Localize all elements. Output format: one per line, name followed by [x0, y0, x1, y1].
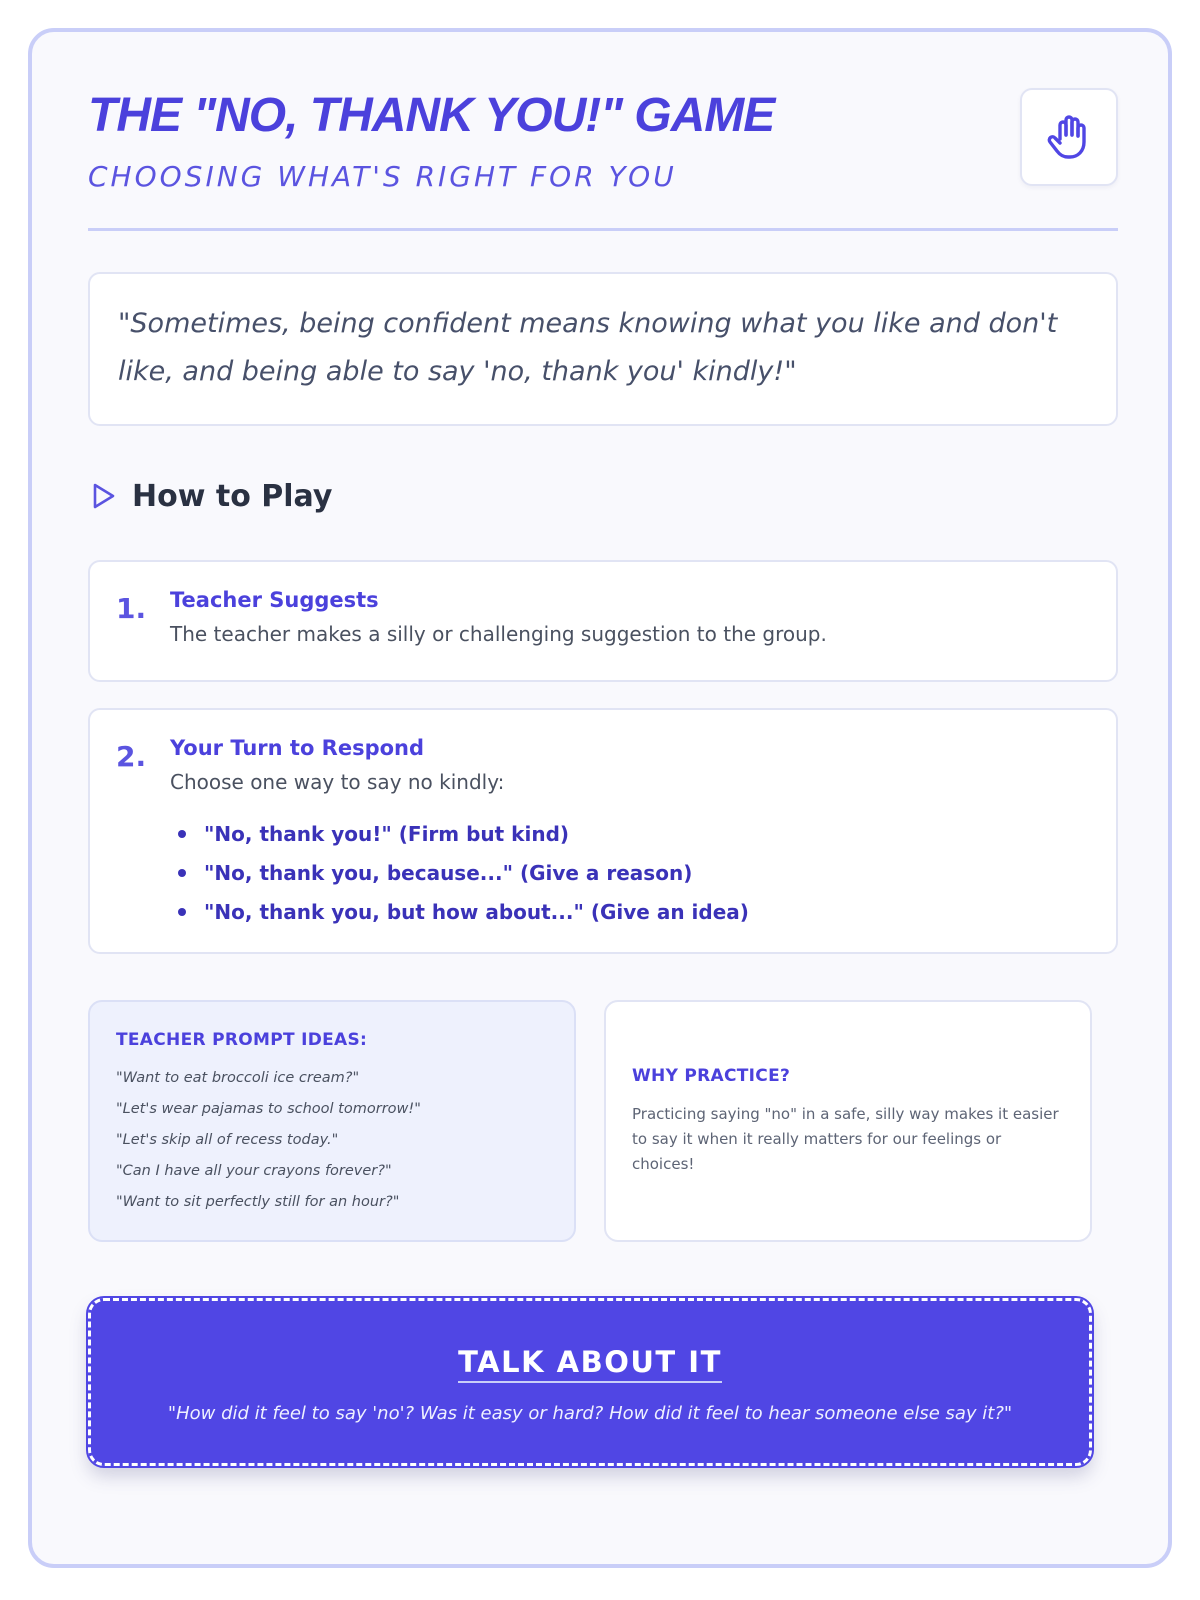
teacher-prompts-list	[116, 1062, 548, 1217]
prompt-item: "Want to eat broccoli ice cream?"	[116, 1069, 360, 1086]
talk-about-it-box	[88, 1298, 1092, 1466]
step-description: Choose one way to say no kindly:	[170, 770, 505, 794]
raised-hand-icon	[1043, 111, 1095, 163]
prompt-item: "Want to sit perfectly still for an hour?"	[116, 1193, 400, 1210]
page-title: THE "NO, THANK YOU!" GAME	[88, 89, 775, 142]
step-description: The teacher makes a silly or challenging suggestion to the group.	[170, 622, 827, 646]
step-title: Your Turn to Respond	[170, 736, 425, 760]
step-title: Teacher Suggests	[170, 588, 379, 612]
step-card	[88, 560, 1118, 682]
response-options	[170, 814, 749, 931]
raised-hand-button[interactable]	[1020, 88, 1118, 186]
bullet-icon	[178, 908, 186, 916]
prompt-item: "Let's skip all of recess today."	[116, 1131, 339, 1148]
response-option-text: "No, thank you, but how about..." (Give an idea)	[204, 899, 749, 924]
step-number: 1.	[116, 592, 147, 625]
talk-about-it-title: TALK ABOUT IT	[458, 1345, 722, 1383]
step-number: 2.	[116, 740, 147, 773]
how-to-play-label: How to Play	[132, 478, 333, 514]
response-option-text: "No, thank you!" (Firm but kind)	[204, 821, 570, 846]
quote-box	[88, 272, 1118, 426]
header	[88, 88, 1118, 258]
page-subtitle: CHOOSING WHAT'S RIGHT FOR YOU	[88, 160, 677, 193]
bullet-icon	[178, 869, 186, 877]
how-to-play-heading	[88, 476, 332, 516]
game-card	[28, 28, 1172, 1568]
why-practice-title: WHY PRACTICE?	[632, 1065, 791, 1086]
teacher-prompts-box	[88, 1000, 576, 1242]
why-practice-text: Practicing saying "no" in a safe, silly way makes it easier to say it when it really matters for our feelings or choices!	[632, 1104, 1059, 1173]
why-practice-box	[604, 1000, 1092, 1242]
response-option	[170, 814, 749, 853]
header-divider	[88, 228, 1118, 231]
prompt-item: "Can I have all your crayons forever?"	[116, 1162, 392, 1179]
teacher-prompts-title: TEACHER PROMPT IDEAS:	[116, 1030, 368, 1050]
response-option	[170, 853, 749, 892]
prompt-item: "Let's wear pajamas to school tomorrow!"	[116, 1100, 421, 1117]
talk-about-it-text: "How did it feel to say 'no'? Was it easy or hard? How did it feel to hear someone else say it?"	[167, 1403, 1013, 1424]
quote-text: "Sometimes, being confident means knowing what you like and don't like, and being able to say 'no, thank you' kindly!"	[118, 308, 1058, 387]
response-option-text: "No, thank you, because..." (Give a reason)	[204, 860, 693, 885]
play-icon	[88, 481, 118, 511]
step-card	[88, 708, 1118, 954]
bullet-icon	[178, 830, 186, 838]
response-option	[170, 892, 749, 931]
